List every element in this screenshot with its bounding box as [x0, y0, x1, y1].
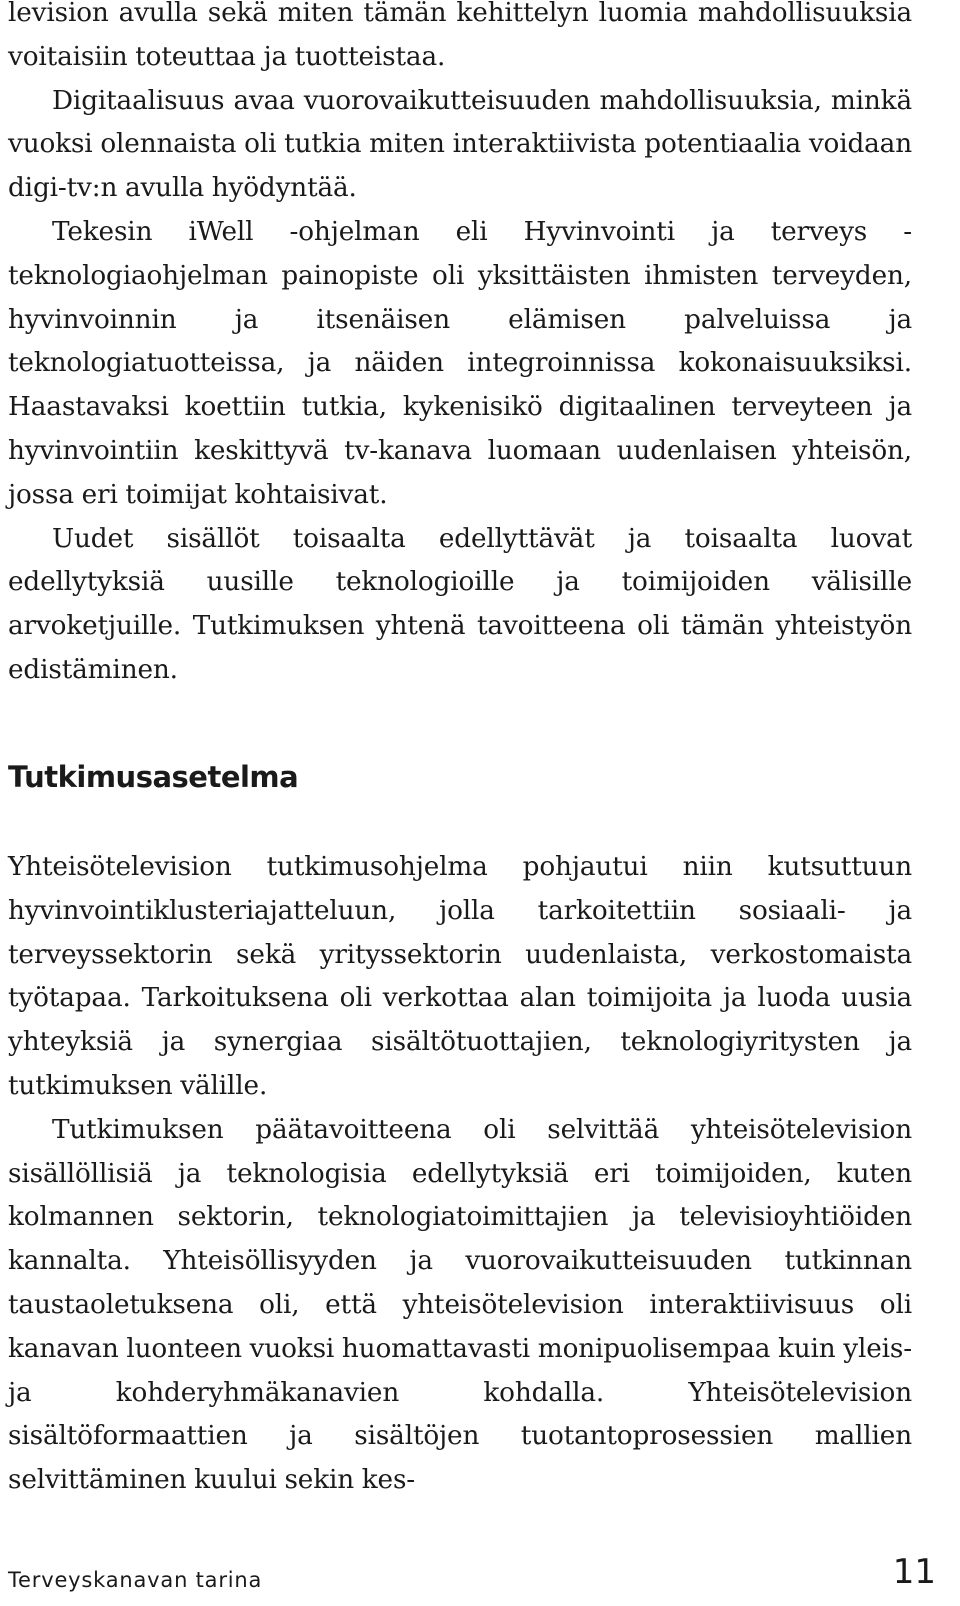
footer-book-title: Terveyskanavan tarina — [8, 1568, 263, 1592]
paragraph: Tutkimuksen päätavoitteena oli selvittää yhteisötelevision sisällöllisiä ja teknologisia edellytyksiä eri toimijoiden, kuten kolmannen sektorin, teknologiatoimittajien ja televisioyhtiöiden kannalta. Yhteisöllisyyden ja vuorovaikutteisuuden tutkinnan taustaoletuksena oli, että yhteisötelevision interaktiivisuus oli kanavan luonteen vuoksi huomattavasti monipuolisempaa kuin yleis- ja kohderyhmäkanavien kohdalla. Yhteisötelevision sisältöformaattien ja sisältöjen tuotantoprosessien mallien selvittäminen kuului sekin kes- — [8, 1114, 913, 1496]
paragraph: Digitaalisuus avaa vuorovaikutteisuuden mahdollisuuksia, minkä vuoksi olennaista oli tutkia miten interaktiivista potentiaalia voidaan digi-tv:n avulla hyödyntää. — [8, 85, 912, 204]
paragraph: Yhteisötelevision tutkimusohjelma pohjautui niin kutsuttuun hyvinvointiklusteriajatteluun, jolla tarkoitettiin sosiaali- ja terveyssektorin sekä yrityssektorin uudenlaista, verkostomaista työtapaa. Tarkoituksena oli verkottaa alan toimijoita ja luoda uusia yhteyksiä ja synergiaa sisältötuottajien, teknologiyritysten ja tutkimuksen välille. — [8, 852, 912, 1101]
page-number: 11 — [892, 1552, 936, 1592]
top-text-block — [8, 0, 912, 693]
section-heading: Tutkimusasetelma — [8, 760, 299, 794]
paragraph-continued: levision avulla sekä miten tämän kehittelyn luomia mahdollisuuksia voitaisiin toteuttaa ja tuotteistaa. — [8, 0, 912, 72]
bottom-text-block — [8, 846, 912, 1503]
paragraph: Tekesin iWell -ohjelman eli Hyvinvointi ja terveys -teknologiaohjelman painopiste oli yksittäisten ihmisten terveyden, hyvinvoinnin ja itsenäisen elämisen palveluissa ja teknologiatuotteissa, ja näiden integroinnissa kokonaisuuksiksi. Haastavaksi koettiin tutkia, kykenisikö digitaalinen terveyteen ja hyvinvointiin keskittyvä tv-kanava luomaan uudenlaisen yhteisön, jossa eri toimijat kohtaisivat. — [8, 216, 912, 510]
paragraph: Uudet sisällöt toisaalta edellyttävät ja toisaalta luovat edellytyksiä uusille teknologioille ja toimijoiden välisille arvoketjuille. Tutkimuksen yhtenä tavoitteena oli tämän yhteistyön edistäminen. — [8, 523, 912, 685]
